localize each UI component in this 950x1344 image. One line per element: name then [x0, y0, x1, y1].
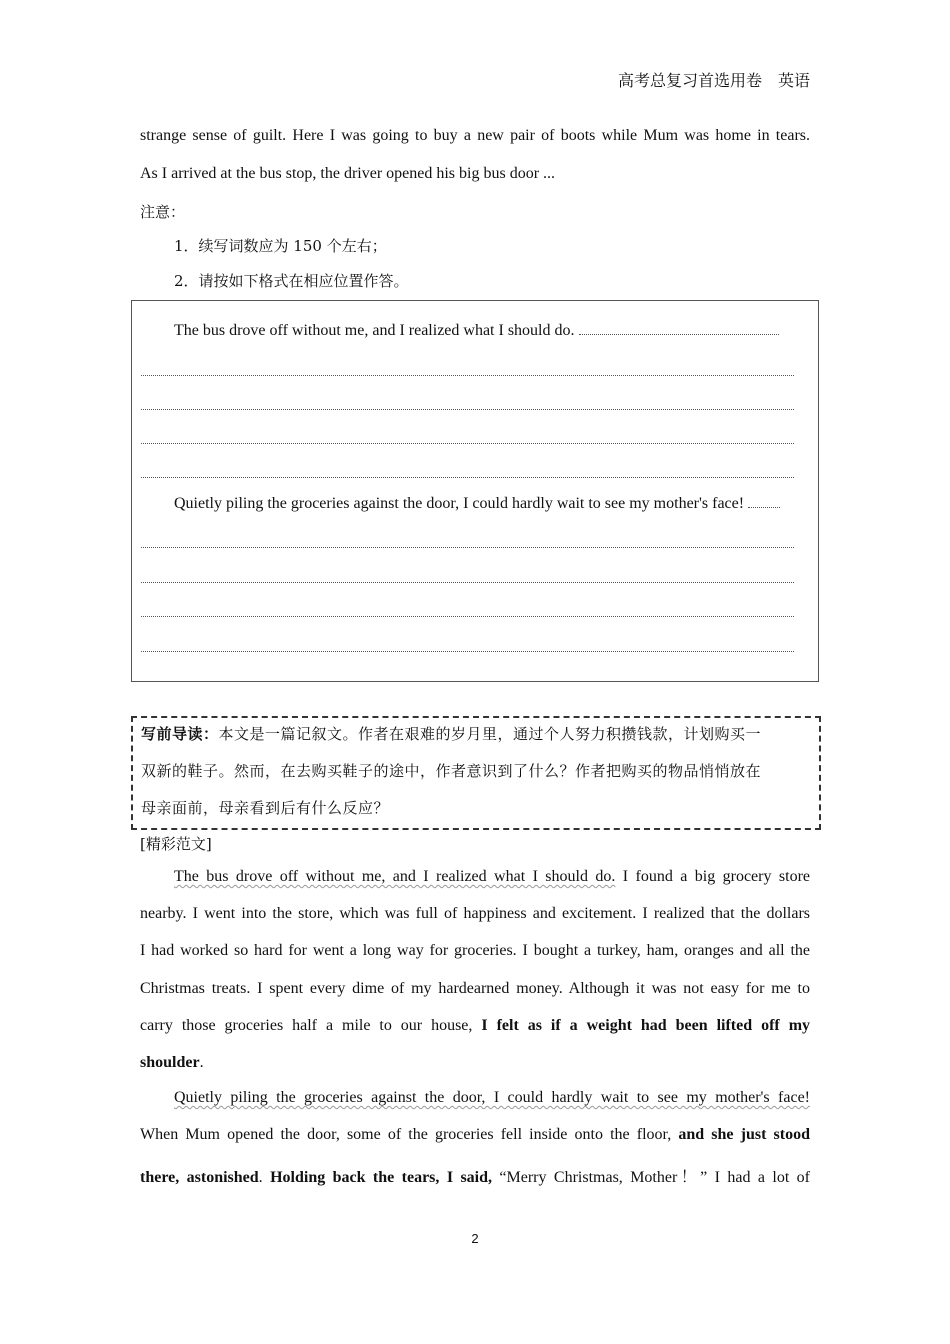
answer-box	[131, 300, 819, 682]
writing-line	[141, 443, 794, 444]
sample-p1-line-1: The bus drove off without me, and I realized what I should do. I found a big grocery store	[174, 868, 810, 885]
page-number: 2	[471, 1231, 479, 1246]
notes-item-2: 2．请按如下格式在相应位置作答。	[174, 272, 409, 290]
writing-line	[141, 582, 794, 583]
reading-guide-line-2: 双新的鞋子。然而，在去购买鞋子的途中，作者意识到了什么？作者把购买的物品悄悄放在	[141, 762, 762, 780]
writing-line	[579, 333, 779, 335]
writing-line	[141, 375, 794, 376]
notes-item-1: 1．续写词数应为 150 个左右；	[174, 237, 387, 255]
notes-title: 注意：	[140, 203, 186, 221]
writing-line	[141, 547, 794, 548]
sample-p1-line-6: shoulder.	[140, 1054, 204, 1071]
writing-line	[141, 409, 794, 410]
reading-guide-line-3: 母亲面前，母亲看到后有什么反应？	[141, 799, 390, 817]
sample-p2-line-3: there, astonished. Holding back the tears, I said, “Merry Christmas, Mother！” I had a lot of	[140, 1169, 811, 1186]
sample-p1-line-4: Christmas treats. I spent every dime of my hardearned money. Although it was not easy for me to	[140, 980, 810, 997]
sample-p2-line-1: Quietly piling the groceries against the door, I could hardly wait to see my mother's face!	[174, 1089, 810, 1106]
sample-p1-line-3: I had worked so hard for went a long way for groceries. I bought a turkey, ham, oranges and all the	[140, 942, 810, 959]
sample-heading: [精彩范文]	[140, 835, 212, 853]
sample-p2-line-2: When Mum opened the door, some of the groceries fell inside onto the floor, and she just stood	[140, 1126, 811, 1143]
writing-line	[748, 506, 780, 508]
intro-line-1: strange sense of guilt. Here I was going to buy a new pair of boots while Mum was home in tears.	[140, 127, 810, 144]
page-header: 高考总复习首选用卷 英语	[617, 73, 810, 90]
answer-para1-start: The bus drove off without me, and I realized what I should do.	[174, 322, 779, 340]
reading-guide-label: 写前导读：	[141, 725, 219, 743]
sample-p1-line-5: carry those groceries half a mile to our house, I felt as if a weight had been lifted off my	[140, 1017, 811, 1034]
writing-line	[141, 616, 794, 617]
sample-p1-line-2: nearby. I went into the store, which was full of happiness and excitement. I realized that the dollars	[140, 905, 810, 922]
intro-line-2: As I arrived at the bus stop, the driver opened his big bus door ...	[140, 165, 556, 182]
writing-line	[141, 651, 794, 652]
writing-line	[141, 477, 794, 478]
reading-guide-line-1: 写前导读：本文是一篇记叙文。作者在艰难的岁月里，通过个人努力积攒钱款，计划购买一	[141, 725, 762, 743]
answer-para2-start: Quietly piling the groceries against the door, I could hardly wait to see my mother's face!	[174, 495, 780, 513]
